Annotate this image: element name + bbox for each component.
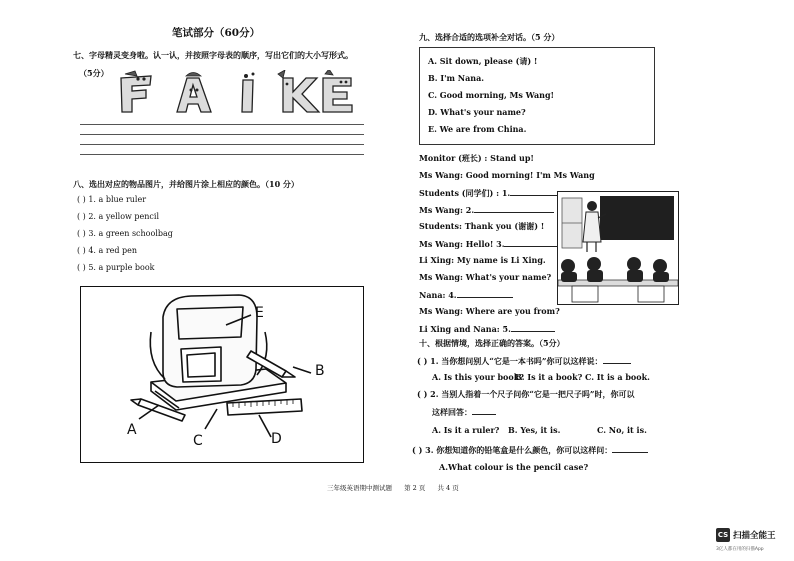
q7-title: 七、字母精灵变身啦。认一认，并按照字母表的顺序，写出它们的大小写形式。 xyxy=(73,50,353,60)
answer-blank-4[interactable] xyxy=(457,289,513,298)
q8-item-text: 4. a red pen xyxy=(88,246,138,255)
q10-q2-cont xyxy=(432,406,496,417)
answer-paren[interactable]: ( ) xyxy=(77,212,86,221)
q10-q2-cont-text: 这样回答： xyxy=(432,407,472,417)
classroom-picture xyxy=(557,191,679,305)
q8-item-5 xyxy=(77,263,155,273)
q10-title: 十、根据情境，选择正确的答案。（5分） xyxy=(419,338,565,348)
dialogue-line-6 xyxy=(419,238,562,249)
picture-label-a: A xyxy=(127,422,137,438)
answer-blank-q10-3[interactable] xyxy=(612,444,648,453)
answer-paren[interactable]: ( ) xyxy=(77,246,86,255)
q10-q3-text: 3. 你想知道你的铅笔盒是什么颜色，你可以这样问： xyxy=(425,445,613,455)
answer-paren[interactable]: ( ) xyxy=(417,356,428,366)
q10-q1-option-b[interactable]: B. Is it a book? xyxy=(515,372,583,382)
dialogue-text: Ms Wang: 2. xyxy=(419,205,475,215)
answer-blank-3[interactable] xyxy=(504,238,562,247)
footer-page-number: 第 2 页 xyxy=(404,484,426,492)
watermark-name: 扫描全能王 xyxy=(733,531,776,541)
dialogue-line-3 xyxy=(419,187,560,198)
watermark-tagline: 3亿人都在用的扫描App xyxy=(716,547,764,552)
q9-option-c: C. Good morning, Ms Wang! xyxy=(428,90,555,100)
q8-item-2 xyxy=(77,212,159,222)
classroom-drawing xyxy=(558,192,678,304)
q10-q2-option-c[interactable]: C. No, it is. xyxy=(597,425,647,435)
q8-item-3 xyxy=(77,229,173,239)
camscanner-logo-icon: CS xyxy=(716,528,730,542)
writing-line-1[interactable] xyxy=(80,124,364,125)
letter-sprites-art xyxy=(115,70,355,115)
school-items-picture xyxy=(80,286,364,463)
q9-options-box xyxy=(419,47,655,145)
dialogue-text: Li Xing and Nana: 5. xyxy=(419,324,511,334)
writing-line-4[interactable] xyxy=(80,154,364,155)
q8-title: 八、选出对应的物品图片，并给图片涂上相应的颜色。（10 分） xyxy=(73,179,299,189)
dialogue-text: Ms Wang: Hello! 3. xyxy=(419,239,505,249)
dialogue-line-11 xyxy=(419,323,555,334)
q10-item-1 xyxy=(417,355,631,366)
dialogue-line-2: Ms Wang: Good morning! I'm Ms Wang xyxy=(419,170,595,180)
q10-q2-option-b[interactable]: B. Yes, it is. xyxy=(508,425,561,435)
q9-option-b: B. I'm Nana. xyxy=(428,73,485,83)
dialogue-line-1: Monitor (班长) : Stand up! xyxy=(419,153,534,163)
answer-paren[interactable]: ( ) xyxy=(412,445,423,455)
dialogue-text: Nana: 4. xyxy=(419,290,457,300)
q10-q3-option-a[interactable]: A.What colour is the pencil case? xyxy=(439,462,589,472)
q10-q2-option-a[interactable]: A. Is it a ruler? xyxy=(432,425,500,435)
footer-exam-title: 三年级英语期中测试题 xyxy=(327,484,392,492)
q8-item-4 xyxy=(77,246,137,256)
q9-option-d: D. What's your name? xyxy=(428,107,526,117)
answer-blank-q10-1[interactable] xyxy=(603,355,631,364)
q10-item-2 xyxy=(417,389,635,399)
q9-option-e: E. We are from China. xyxy=(428,124,527,134)
footer-page-total: 共 4 页 xyxy=(437,484,459,492)
q8-item-1 xyxy=(77,195,146,205)
q9-title: 九、选择合适的选项补全对话。（5 分） xyxy=(419,32,560,42)
q9-option-a: A. Sit down, please (请) ! xyxy=(428,56,538,66)
picture-label-d: D xyxy=(271,431,282,447)
dialogue-line-5: Students: Thank you (谢谢) ! xyxy=(419,221,545,231)
answer-blank-5[interactable] xyxy=(511,323,555,332)
q10-item-3 xyxy=(412,444,648,455)
q10-q1-text: 1. 当你想问别人“它是一本书吗”你可以这样说： xyxy=(430,356,603,366)
dialogue-line-8: Ms Wang: What's your name? xyxy=(419,272,552,282)
answer-paren[interactable]: ( ) xyxy=(77,195,86,204)
answer-blank-q10-2[interactable] xyxy=(472,406,496,415)
dialogue-text: Students (同学们) : 1. xyxy=(419,188,511,198)
page-footer xyxy=(327,483,459,492)
answer-paren[interactable]: ( ) xyxy=(77,263,86,272)
dialogue-line-9 xyxy=(419,289,513,300)
q8-item-text: 5. a purple book xyxy=(88,263,155,272)
dialogue-line-4 xyxy=(419,204,554,215)
q8-item-text: 1. a blue ruler xyxy=(88,195,147,204)
picture-label-e: E xyxy=(255,305,264,321)
q7-points: （5分） xyxy=(79,68,109,78)
q10-q1-option-a[interactable]: A. Is this your book? xyxy=(432,372,524,382)
writing-line-2[interactable] xyxy=(80,134,364,135)
answer-paren[interactable]: ( ) xyxy=(77,229,86,238)
answer-blank-2[interactable] xyxy=(474,204,554,213)
picture-label-b: B xyxy=(315,363,325,379)
q8-item-text: 2. a yellow pencil xyxy=(88,212,160,221)
picture-label-c: C xyxy=(193,433,203,449)
writing-line-3[interactable] xyxy=(80,144,364,145)
q8-item-text: 3. a green schoolbag xyxy=(88,229,173,238)
letter-sprites xyxy=(115,70,355,115)
dialogue-line-7: Li Xing: My name is Li Xing. xyxy=(419,255,546,265)
dialogue-line-10: Ms Wang: Where are you from? xyxy=(419,306,560,316)
answer-blank-1[interactable] xyxy=(510,187,560,196)
q10-q1-option-c[interactable]: C. It is a book. xyxy=(585,372,650,382)
answer-paren[interactable]: ( ) xyxy=(417,389,428,399)
q10-q2-text: 2. 当别人指着一个尺子问你“它是一把尺子吗”时，你可以 xyxy=(430,389,635,399)
section-title: 笔试部分（60分） xyxy=(172,27,261,39)
school-items-drawing xyxy=(81,287,363,462)
